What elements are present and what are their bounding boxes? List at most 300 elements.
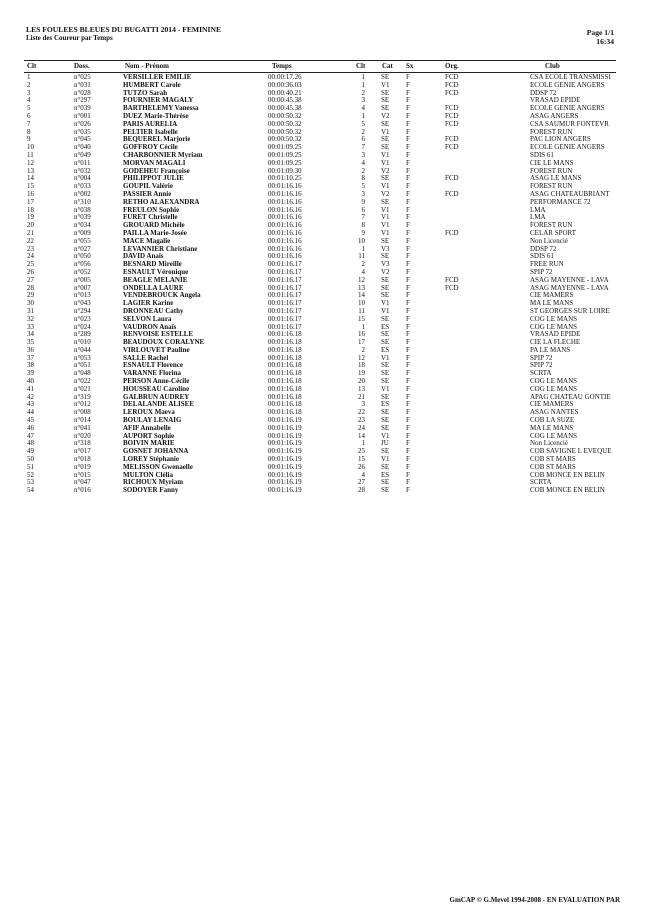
time-cell: 00:00:45.38	[268, 104, 302, 113]
category-cell: SE	[381, 416, 390, 425]
club-cell: MA LE MANS	[530, 300, 574, 308]
sex-cell: F	[406, 158, 410, 167]
category-cell: V1	[381, 221, 390, 230]
time-cell: 00:01:16.17	[268, 299, 302, 308]
name-cell: MACE Magalie	[123, 237, 171, 245]
rank-cell: 34	[27, 330, 34, 339]
sex-cell: F	[406, 104, 410, 113]
rank-cell: 3	[27, 88, 31, 97]
club-cell: PAC LION ANGERS	[530, 136, 591, 144]
category-rank-cell: 7	[361, 143, 365, 152]
category-cell: V2	[381, 267, 390, 276]
org-cell: FCD	[445, 189, 459, 198]
time-cell: 00:01:09.25	[268, 150, 302, 159]
table-row	[0, 308, 649, 316]
category-rank-cell: 4	[361, 470, 365, 479]
rank-cell: 37	[27, 353, 34, 362]
time-cell: 00:01:16.18	[268, 361, 302, 370]
sex-cell: F	[406, 166, 410, 175]
category-rank-cell: 17	[358, 338, 365, 347]
name-cell: DUEZ Marie-Thérèse	[123, 112, 189, 120]
sex-cell: F	[406, 338, 410, 347]
club-cell: COG LE MANS	[530, 315, 578, 323]
time-cell: 00:01:16.16	[268, 205, 302, 214]
rank-cell: 31	[27, 306, 34, 315]
bib-cell: n°025	[74, 73, 91, 81]
time-cell: 00:01:16.18	[268, 392, 302, 401]
category-rank-cell: 24	[358, 423, 365, 432]
time-cell: 00:01:16.18	[268, 400, 302, 409]
club-cell: FOREST RUN	[530, 167, 573, 175]
category-cell: V1	[381, 455, 390, 464]
table-row	[0, 472, 649, 480]
category-cell: SE	[381, 119, 390, 128]
sex-cell: F	[406, 439, 410, 448]
rank-cell: 6	[27, 111, 31, 120]
bib-cell: n°294	[74, 306, 91, 315]
club-cell: Non Licencié	[530, 237, 568, 245]
category-cell: SE	[381, 143, 390, 152]
category-rank-cell: 27	[358, 478, 365, 487]
category-rank-cell: 28	[358, 486, 365, 495]
time-cell: 00:00:50.32	[268, 119, 302, 128]
rank-cell: 36	[27, 345, 34, 354]
bib-cell: n°011	[74, 158, 91, 167]
category-rank-cell: 21	[358, 392, 365, 401]
sex-cell: F	[406, 244, 410, 253]
rank-cell: 20	[27, 221, 34, 230]
sex-cell: F	[406, 127, 410, 136]
club-cell: VRASAD EPIDE	[530, 331, 581, 339]
rank-cell: 33	[27, 322, 34, 331]
category-cell: SE	[381, 338, 390, 347]
bib-cell: n°047	[74, 478, 91, 487]
club-cell: FOREST RUN	[530, 183, 573, 191]
category-rank-cell: 15	[358, 455, 365, 464]
name-cell: RICHOUX Myriam	[123, 479, 184, 487]
category-rank-cell: 10	[358, 236, 365, 245]
time-cell: 00:00:40.21	[268, 88, 302, 97]
category-rank-cell: 5	[361, 119, 365, 128]
table-row	[0, 144, 649, 152]
name-cell: GALBRUN AUDREY	[123, 393, 190, 401]
category-cell: V1	[381, 150, 390, 159]
category-rank-cell: 2	[361, 88, 365, 97]
table-row	[0, 362, 649, 370]
category-cell: ES	[381, 345, 390, 354]
category-rank-cell: 20	[358, 377, 365, 386]
category-cell: V3	[381, 260, 390, 269]
time-cell: 00:00:50.32	[268, 135, 302, 144]
name-cell: GROUARD Michèle	[123, 222, 185, 230]
rank-cell: 43	[27, 400, 34, 409]
category-rank-cell: 4	[361, 158, 365, 167]
table-row	[0, 316, 649, 324]
category-rank-cell: 1	[361, 322, 365, 331]
rank-cell: 46	[27, 423, 34, 432]
club-cell: ASAG NANTES	[530, 409, 579, 417]
bib-cell: n°005	[74, 275, 91, 284]
category-rank-cell: 6	[361, 205, 365, 214]
rank-cell: 29	[27, 291, 34, 300]
bib-cell: n°052	[74, 267, 91, 276]
bib-cell: n°056	[74, 260, 91, 269]
table-row	[0, 487, 649, 495]
table-row	[0, 207, 649, 215]
category-rank-cell: 9	[361, 228, 365, 237]
category-cell: SE	[381, 73, 390, 81]
rank-cell: 47	[27, 431, 34, 440]
sex-cell: F	[406, 252, 410, 261]
name-cell: FOURNIER MAGALY	[123, 97, 194, 105]
club-cell: CSA ECOLE TRANSMISSI	[530, 74, 611, 81]
sex-cell: F	[406, 143, 410, 152]
bib-cell: n°039	[74, 104, 91, 113]
category-cell: SE	[381, 197, 390, 206]
sex-cell: F	[406, 205, 410, 214]
print-time: 16:34	[596, 37, 614, 46]
category-cell: V1	[381, 80, 390, 89]
category-rank-cell: 11	[358, 252, 365, 261]
name-cell: LEROUX Maeva	[123, 409, 175, 417]
time-cell: 00:01:16.17	[268, 306, 302, 315]
club-cell: ST GEORGES SUR LOIRE	[530, 307, 610, 315]
table-row	[0, 456, 649, 464]
category-cell: V1	[381, 299, 390, 308]
sex-cell: F	[406, 353, 410, 362]
rank-cell: 51	[27, 462, 34, 471]
category-cell: V1	[381, 205, 390, 214]
time-cell: 00:01:16.16	[268, 252, 302, 261]
rank-cell: 54	[27, 486, 34, 495]
table-row	[0, 378, 649, 386]
bib-cell: n°034	[74, 221, 91, 230]
rank-cell: 15	[27, 182, 34, 191]
club-cell: COG LE MANS	[530, 432, 578, 440]
sex-cell: F	[406, 275, 410, 284]
bib-cell: n°310	[74, 197, 91, 206]
bib-cell: n°289	[74, 330, 91, 339]
category-cell: SE	[381, 423, 390, 432]
org-cell: FCD	[445, 228, 459, 237]
bib-cell: n°032	[74, 166, 91, 175]
club-cell: SPIP 72	[530, 268, 553, 276]
rank-cell: 28	[27, 283, 34, 292]
table-row	[0, 253, 649, 261]
club-cell: PA LE MANS	[530, 346, 571, 354]
rank-cell: 2	[27, 80, 31, 89]
category-cell: SE	[381, 361, 390, 370]
table-row	[0, 129, 649, 137]
time-cell: 00:01:16.18	[268, 353, 302, 362]
time-cell: 00:01:16.19	[268, 455, 302, 464]
category-cell: V2	[381, 111, 390, 120]
sex-cell: F	[406, 260, 410, 269]
table-row	[0, 261, 649, 269]
time-cell: 00:01:16.18	[268, 377, 302, 386]
rank-cell: 22	[27, 236, 34, 245]
name-cell: BARTHELEMY Vanessa	[123, 105, 199, 113]
category-rank-cell: 25	[358, 447, 365, 456]
table-row	[0, 136, 649, 144]
sex-cell: F	[406, 174, 410, 183]
category-rank-cell: 8	[361, 221, 365, 230]
category-cell: V1	[381, 353, 390, 362]
rank-cell: 17	[27, 197, 34, 206]
category-rank-cell: 16	[358, 330, 365, 339]
footer-credit: GmCAP © G.Mevel 1994-2008 - EN EVALUATION PAR	[449, 896, 620, 904]
name-cell: MULTON Clélia	[123, 471, 173, 479]
sex-cell: F	[406, 408, 410, 417]
name-cell: ONDELLA LAURE	[123, 284, 184, 292]
org-cell: FCD	[445, 104, 459, 113]
category-rank-cell: 2	[361, 345, 365, 354]
bib-cell: n°020	[74, 431, 91, 440]
name-cell: PHILIPPOT JULIE	[123, 175, 184, 183]
rank-cell: 21	[27, 228, 34, 237]
org-cell: FCD	[445, 283, 459, 292]
time-cell: 00:01:16.19	[268, 486, 302, 495]
table-row	[0, 347, 649, 355]
bib-cell: n°018	[74, 455, 91, 464]
category-cell: V1	[381, 228, 390, 237]
table-row	[0, 433, 649, 441]
sex-cell: F	[406, 470, 410, 479]
category-cell: SE	[381, 104, 390, 113]
category-rank-cell: 5	[361, 182, 365, 191]
table-row	[0, 331, 649, 339]
rank-cell: 32	[27, 314, 34, 323]
sex-cell: F	[406, 221, 410, 230]
club-cell: ECOLE GENIE ANGERS	[530, 105, 605, 113]
club-cell: CSA SAUMUR FONTEVR	[530, 120, 609, 128]
name-cell: BOULAY LENAÏG	[123, 417, 182, 425]
category-cell: V2	[381, 166, 390, 175]
bib-cell: n°016	[74, 486, 91, 495]
col-header-sx: Sx	[406, 62, 414, 70]
category-rank-cell: 2	[361, 166, 365, 175]
category-rank-cell: 1	[361, 73, 365, 81]
table-row	[0, 152, 649, 160]
club-cell: SCRTA	[530, 370, 552, 378]
club-cell: COB MONCE EN BELIN	[530, 487, 605, 495]
time-cell: 00:00:17.26	[268, 73, 302, 81]
table-row	[0, 300, 649, 308]
category-rank-cell: 3	[361, 400, 365, 409]
category-rank-cell: 14	[358, 291, 365, 300]
rank-cell: 35	[27, 338, 34, 347]
sex-cell: F	[406, 306, 410, 315]
org-cell: FCD	[445, 111, 459, 120]
table-row	[0, 74, 649, 82]
category-cell: SE	[381, 369, 390, 378]
club-cell: COG LE MANS	[530, 323, 578, 331]
rank-cell: 8	[27, 127, 31, 136]
bib-cell: n°026	[74, 119, 91, 128]
time-cell: 00:01:10.25	[268, 174, 302, 183]
name-cell: DAVID Anaïs	[123, 253, 164, 261]
rank-cell: 53	[27, 478, 34, 487]
bib-cell: n°008	[74, 408, 91, 417]
rank-cell: 11	[27, 150, 34, 159]
bib-cell: n°050	[74, 252, 91, 261]
sex-cell: F	[406, 150, 410, 159]
table-row	[0, 168, 649, 176]
category-rank-cell: 2	[361, 127, 365, 136]
sex-cell: F	[406, 369, 410, 378]
name-cell: LEVANNIER Christiane	[123, 245, 198, 253]
name-cell: PELTIER Isabelle	[123, 128, 178, 136]
category-cell: ES	[381, 400, 390, 409]
sex-cell: F	[406, 283, 410, 292]
sex-cell: F	[406, 182, 410, 191]
time-cell: 00:01:09.25	[268, 143, 302, 152]
category-cell: SE	[381, 236, 390, 245]
bib-cell: n°014	[74, 416, 91, 425]
category-rank-cell: 8	[361, 174, 365, 183]
rank-cell: 13	[27, 166, 34, 175]
club-cell: LMA	[530, 206, 546, 214]
bib-cell: n°023	[74, 314, 91, 323]
name-cell: RENVOISE ESTELLE	[123, 331, 194, 339]
sex-cell: F	[406, 119, 410, 128]
category-rank-cell: 3	[361, 96, 365, 105]
sex-cell: F	[406, 345, 410, 354]
category-cell: SE	[381, 377, 390, 386]
bib-cell: n°002	[74, 189, 91, 198]
bib-cell: n°031	[74, 80, 91, 89]
bib-cell: n°013	[74, 291, 91, 300]
table-row	[0, 409, 649, 417]
col-header-cat: Cat	[382, 62, 393, 70]
sex-cell: F	[406, 236, 410, 245]
time-cell: 00:01:09.30	[268, 166, 302, 175]
name-cell: LAGIER Karine	[123, 300, 174, 308]
bib-cell: n°035	[74, 127, 91, 136]
category-cell: SE	[381, 408, 390, 417]
table-row	[0, 440, 649, 448]
bib-cell: n°048	[74, 369, 91, 378]
table-row	[0, 355, 649, 363]
rank-cell: 39	[27, 369, 34, 378]
table-row	[0, 121, 649, 129]
club-cell: CELAR SPORT	[530, 229, 577, 237]
name-cell: DRONNEAU Cathy	[123, 307, 184, 315]
name-cell: DELALANDE ALISEE	[123, 401, 194, 409]
name-cell: HOUSSEAU Caroline	[123, 385, 190, 393]
bib-cell: n°044	[74, 345, 91, 354]
club-cell: ECOLE GENIE ANGERS	[530, 144, 605, 152]
table-row	[0, 394, 649, 402]
category-rank-cell: 14	[358, 431, 365, 440]
category-rank-cell: 10	[358, 299, 365, 308]
category-cell: SE	[381, 478, 390, 487]
name-cell: BEAUDOUX CORALYNE	[123, 339, 205, 347]
bib-cell: n°028	[74, 88, 91, 97]
sex-cell: F	[406, 267, 410, 276]
category-cell: V1	[381, 213, 390, 222]
category-rank-cell: 13	[358, 384, 365, 393]
bib-cell: n°043	[74, 299, 91, 308]
name-cell: BEQUEREL Marjorie	[123, 136, 191, 144]
name-cell: VIRLOUVET Pauline	[123, 346, 190, 354]
time-cell: 00:01:16.18	[268, 338, 302, 347]
col-header-doss: Doss.	[74, 62, 90, 70]
time-cell: 00:01:16.17	[268, 291, 302, 300]
bib-cell: n°022	[74, 377, 91, 386]
name-cell: SELVON Laura	[123, 315, 172, 323]
table-row	[0, 386, 649, 394]
category-rank-cell: 12	[358, 275, 365, 284]
table-row	[0, 479, 649, 487]
time-cell: 00:01:16.19	[268, 462, 302, 471]
club-cell: CIE LE MANS	[530, 159, 574, 167]
name-cell: GOSNET JOHANNA	[123, 448, 189, 456]
table-row	[0, 214, 649, 222]
category-rank-cell: 22	[358, 408, 365, 417]
org-cell: FCD	[445, 135, 459, 144]
category-rank-cell: 3	[361, 150, 365, 159]
name-cell: ESNAULT Florence	[123, 362, 183, 370]
name-cell: GOFFROY Cécile	[123, 144, 178, 152]
time-cell: 00:01:16.17	[268, 267, 302, 276]
bib-cell: n°009	[74, 228, 91, 237]
bib-cell: n°021	[74, 384, 91, 393]
rank-cell: 30	[27, 299, 34, 308]
time-cell: 00:01:16.17	[268, 275, 302, 284]
category-rank-cell: 6	[361, 135, 365, 144]
sex-cell: F	[406, 314, 410, 323]
name-cell: BOIVIN MARIE	[123, 440, 175, 448]
table-row	[0, 401, 649, 409]
time-cell: 00:01:16.18	[268, 384, 302, 393]
rank-cell: 26	[27, 267, 34, 276]
rank-cell: 24	[27, 252, 34, 261]
table-row	[0, 277, 649, 285]
sex-cell: F	[406, 135, 410, 144]
club-cell: VRASAD EPIDE	[530, 97, 581, 105]
sex-cell: F	[406, 400, 410, 409]
time-cell: 00:00:50.32	[268, 111, 302, 120]
category-rank-cell: 4	[361, 267, 365, 276]
club-cell: DDSP 72	[530, 89, 557, 97]
name-cell: VARANNE Florina	[123, 370, 182, 378]
table-row	[0, 464, 649, 472]
category-cell: SE	[381, 252, 390, 261]
category-rank-cell: 7	[361, 213, 365, 222]
name-cell: FURET Christelle	[123, 214, 178, 222]
rank-cell: 45	[27, 416, 34, 425]
category-cell: V1	[381, 384, 390, 393]
club-cell: SPIP 72	[530, 354, 553, 362]
name-cell: FREULON Sophie	[123, 206, 180, 214]
document-subtitle: Liste des Coureur par Temps	[26, 34, 113, 42]
rank-cell: 27	[27, 275, 34, 284]
club-cell: COB ST MARS	[530, 463, 576, 471]
club-cell: COB ST MARS	[530, 456, 576, 464]
category-rank-cell: 19	[358, 369, 365, 378]
time-cell: 00:00:45.38	[268, 96, 302, 105]
club-cell: SPIP 72	[530, 362, 553, 370]
name-cell: AUPORT Sophie	[123, 432, 175, 440]
sex-cell: F	[406, 462, 410, 471]
category-rank-cell: 9	[361, 197, 365, 206]
time-cell: 00:01:16.16	[268, 228, 302, 237]
club-cell: CIE LA FLECHE	[530, 339, 581, 347]
time-cell: 00:01:16.19	[268, 447, 302, 456]
category-cell: V1	[381, 182, 390, 191]
time-cell: 00:01:16.19	[268, 470, 302, 479]
